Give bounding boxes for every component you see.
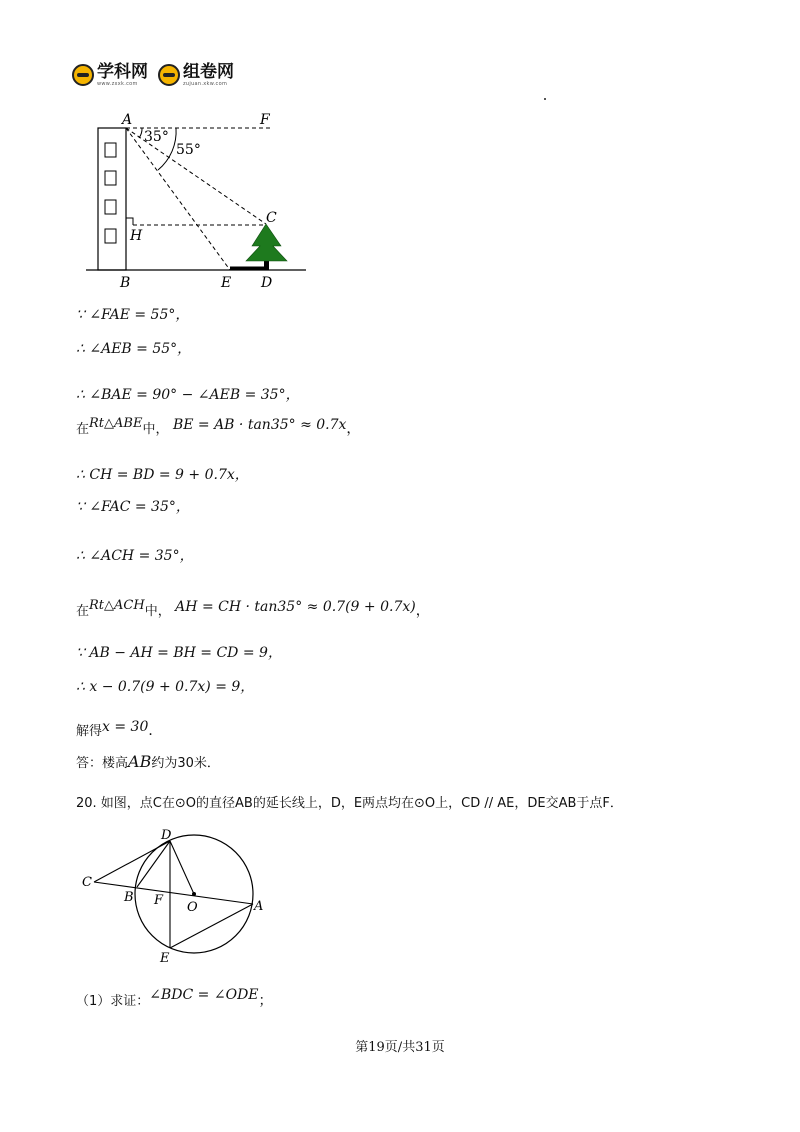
solution-text: ∵ AB − AH = BH = CD = 9， — [76, 645, 282, 661]
question-1 — [76, 987, 273, 1010]
label-B: B — [120, 275, 131, 290]
solution-text: ∴ ∠BAE = 90° − ∠AEB = 35°， — [76, 387, 300, 403]
solution-text: ∵ ∠FAE = 55°， — [76, 307, 190, 323]
label-C: C — [82, 875, 92, 890]
line-EA — [170, 904, 253, 948]
window — [105, 171, 116, 185]
question-punct: ； — [258, 993, 273, 1009]
question-text: ∠BDC = ∠ODE — [149, 987, 259, 1003]
tree-icon — [246, 224, 287, 270]
solution-text: ∴ x − 0.7(9 + 0.7x) = 9， — [76, 679, 255, 695]
window — [105, 229, 116, 243]
solution-text: 约为30米． — [151, 756, 220, 771]
label-D: D — [161, 828, 172, 843]
solution-line-9 — [76, 642, 282, 662]
solution-line-8 — [76, 600, 430, 620]
line-DO — [170, 841, 194, 894]
figure-circle — [80, 826, 270, 966]
solution-text: ． — [148, 723, 163, 739]
label-B: B — [124, 890, 134, 905]
solution-line-11 — [76, 720, 162, 740]
logo1-text: 学科网 — [97, 61, 148, 82]
building — [98, 128, 126, 270]
solution-line-10 — [76, 676, 254, 696]
label-angle-35: 35° — [144, 129, 169, 145]
solution-text: 答：楼高 — [76, 756, 129, 771]
stray-dot — [544, 98, 546, 100]
solution-line-1 — [76, 304, 189, 324]
solution-text: 中， — [144, 604, 171, 619]
problem-20-statement — [76, 792, 623, 811]
solution-text: 在 — [76, 604, 90, 619]
solution-text: 解得 — [76, 724, 103, 739]
solution-line-5 — [76, 464, 249, 484]
right-angle-mark — [126, 218, 133, 225]
problem-text: 20. 如图，点C在⊙O的直径AB的延长线上，D，E两点均在⊙O上，CD // AE，DE交AB于点F． — [76, 796, 623, 811]
solution-text: x = 30 — [102, 719, 149, 735]
label-F: F — [154, 893, 164, 908]
header-logos — [72, 62, 244, 88]
label-angle-55: 55° — [176, 142, 201, 158]
solution-line-3 — [76, 384, 300, 404]
solution-text: ∵ ∠FAC = 35°， — [76, 499, 190, 515]
question-label: （1）求证： — [76, 994, 150, 1009]
label-C: C — [266, 210, 277, 226]
logo2-text: 组卷网 — [183, 61, 234, 82]
solution-line-12 — [76, 752, 220, 771]
center-point — [192, 892, 196, 896]
solution-text: Rt△ACH — [89, 598, 145, 613]
line-DB — [137, 841, 170, 887]
label-O: O — [187, 900, 198, 915]
line-CD — [94, 841, 170, 882]
solution-line-6 — [76, 496, 190, 516]
solution-text: ∴ ∠AEB = 55°， — [76, 341, 192, 357]
label-H: H — [130, 228, 143, 244]
solution-text: AH = CH · tan35° ≈ 0.7(9 + 0.7x) — [175, 599, 416, 615]
window — [105, 200, 116, 214]
logo1-sub: www.zxxk.com — [97, 80, 138, 87]
solution-text: ， — [415, 603, 430, 619]
figure-building-tree — [80, 108, 310, 290]
label-E: E — [221, 275, 232, 290]
solution-line-7 — [76, 545, 194, 565]
logo-zxxk — [72, 61, 148, 87]
solution-text: ， — [346, 421, 361, 437]
solution-text: ∴ ∠ACH = 35°， — [76, 548, 194, 564]
solution-text: AB — [128, 752, 152, 771]
solution-text: 中， — [142, 422, 169, 437]
solution-text: Rt△ABE — [89, 416, 143, 431]
label-D: D — [261, 275, 273, 290]
logo2-sub: zujuan.xkw.com — [183, 80, 228, 87]
line-CA — [94, 882, 253, 904]
solution-text: BE = AB · tan35° ≈ 0.7x — [172, 417, 347, 433]
solution-text: 在 — [76, 422, 90, 437]
logo-badge-icon — [158, 64, 180, 86]
solution-line-4 — [76, 418, 360, 438]
logo-zujuan — [158, 61, 234, 87]
label-F: F — [260, 112, 270, 128]
label-A: A — [122, 112, 133, 128]
solution-line-2 — [76, 338, 191, 358]
logo-badge-icon — [72, 64, 94, 86]
solution-text: ∴ CH = BD = 9 + 0.7x， — [76, 467, 249, 483]
angle-arc-35 — [139, 128, 142, 138]
label-A: A — [254, 899, 264, 914]
page-number: 第19页/共31页 — [355, 1040, 445, 1055]
label-E: E — [160, 951, 170, 966]
window — [105, 143, 116, 157]
